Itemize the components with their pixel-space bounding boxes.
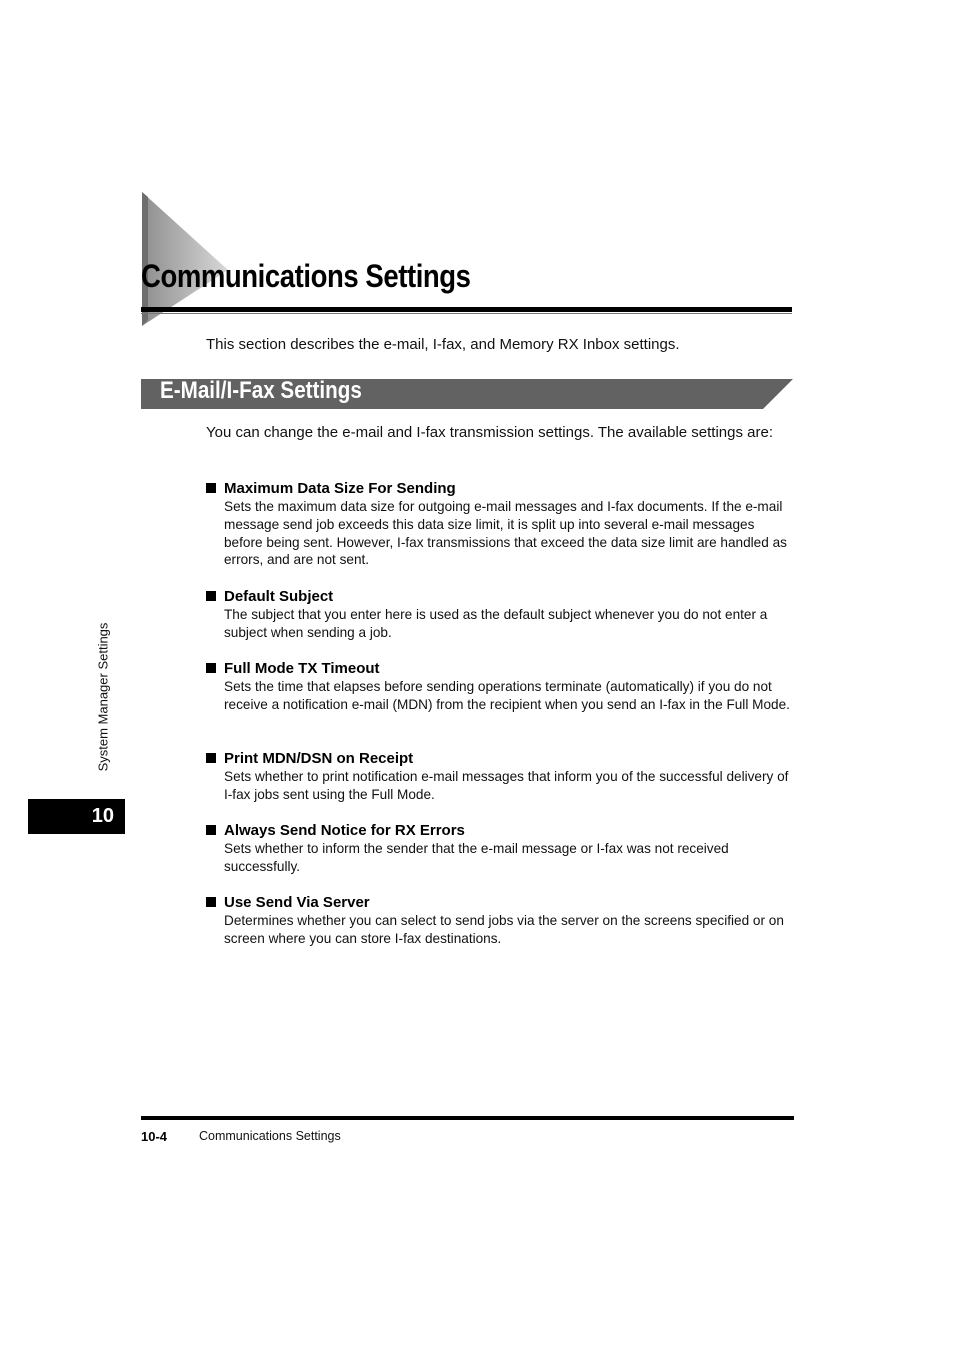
- section-title: E-Mail/I-Fax Settings: [160, 377, 362, 404]
- footer-page-number: 10-4: [141, 1129, 168, 1144]
- square-bullet-icon: [206, 483, 216, 493]
- setting-description: Sets the maximum data size for outgoing e-mail messages and I-fax documents. If the e-mail message send job exceeds this data size limit, it is split up into several e-mail messages before being sent. However, I-fax transmissions that exceed the data size limit are handled as errors, and are not sent.: [224, 499, 787, 568]
- setting-title: Default Subject: [224, 587, 334, 605]
- chapter-intro: This section describes the e-mail, I-fax, and Memory RX Inbox settings.: [206, 336, 680, 353]
- chapter-number: 10: [91, 805, 114, 827]
- setting-description: The subject that you enter here is used as the default subject whenever you do not enter a subject when sending a job.: [224, 607, 768, 640]
- setting-item: [206, 587, 796, 642]
- setting-title: Print MDN/DSN on Receipt: [224, 749, 414, 767]
- chapter-title-rule: [141, 307, 792, 312]
- setting-title: Maximum Data Size For Sending: [224, 479, 456, 497]
- setting-item: [206, 659, 796, 714]
- chapter-number-tab: [28, 799, 125, 834]
- setting-description: Determines whether you can select to send jobs via the server on the screens specified or on screen where you can store I-fax destinations.: [224, 913, 784, 946]
- setting-description: Sets the time that elapses before sending operations terminate (automatically) if you do not receive a notification e-mail (MDN) from the recipient when you send an I-fax in the Full Mode.: [224, 679, 790, 712]
- setting-title: Always Send Notice for RX Errors: [224, 821, 465, 839]
- setting-item: [206, 893, 796, 948]
- setting-description: Sets whether to inform the sender that the e-mail message or I-fax was not received successfully.: [224, 841, 729, 874]
- square-bullet-icon: [206, 897, 216, 907]
- chapter-title: Communications Settings: [141, 258, 471, 294]
- setting-item: [206, 749, 796, 804]
- setting-item: [206, 479, 796, 569]
- square-bullet-icon: [206, 663, 216, 673]
- section-intro: You can change the e-mail and I-fax transmission settings. The available settings are:: [206, 424, 773, 441]
- footer-section-title: Communications Settings: [199, 1129, 341, 1143]
- chapter-title-underline: [141, 313, 792, 314]
- side-chapter-label: System Manager Settings: [95, 622, 111, 772]
- square-bullet-icon: [206, 591, 216, 601]
- setting-title: Use Send Via Server: [224, 893, 370, 911]
- footer-rule: [141, 1116, 794, 1120]
- square-bullet-icon: [206, 753, 216, 763]
- setting-title: Full Mode TX Timeout: [224, 659, 380, 677]
- setting-description: Sets whether to print notification e-mail messages that inform you of the successful delivery of I-fax jobs sent using the Full Mode.: [224, 769, 789, 802]
- square-bullet-icon: [206, 825, 216, 835]
- setting-item: [206, 821, 796, 876]
